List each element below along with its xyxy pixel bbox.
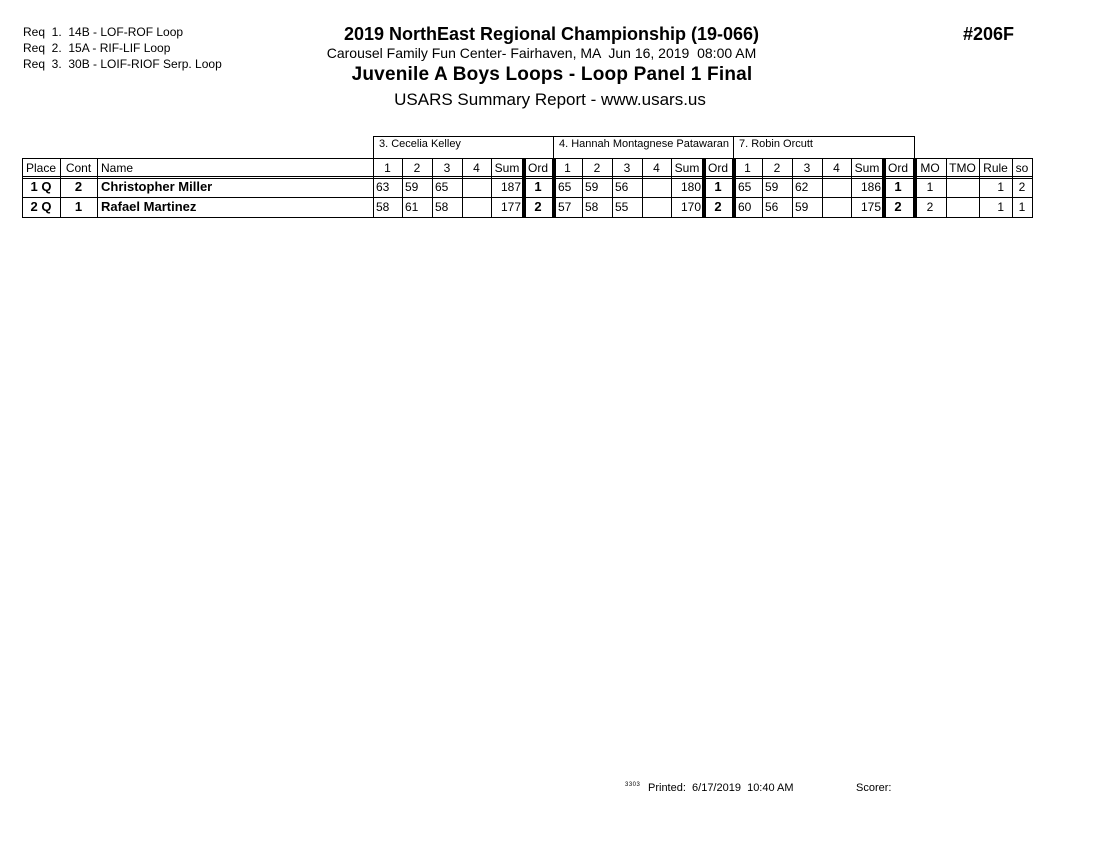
cell-judge-s1: 57 xyxy=(558,200,572,214)
cell-judge-s4 xyxy=(822,198,851,217)
requirement-3: Req 3. 30B - LOIF-RIOF Serp. Loop xyxy=(23,57,222,71)
cell-judge-s1: 60 xyxy=(738,200,752,214)
cell-so: 2 xyxy=(1018,180,1026,194)
cell-judge-ord: 1 xyxy=(714,179,722,194)
cell-mo: 1 xyxy=(926,180,934,194)
cell-judge-s2: 61 xyxy=(405,200,419,214)
judge-header: 3. Cecelia Kelley xyxy=(379,138,461,150)
cell-cont: 2 xyxy=(74,179,83,194)
cell-judge-s3: 58 xyxy=(435,200,449,214)
cell-judge-ord: 2 xyxy=(534,199,542,214)
printed-timestamp: Printed: 6/17/2019 10:40 AM xyxy=(648,782,794,794)
table-rule xyxy=(733,136,734,159)
cell-name: Christopher Miller xyxy=(101,179,213,194)
column-header-judge-s1: 1 xyxy=(744,161,751,175)
cell-judge-s3: 59 xyxy=(795,200,809,214)
column-header-judge-ord: Ord xyxy=(527,161,548,175)
cell-judge-ord: 1 xyxy=(534,179,542,194)
cell-judge-sum: 186 xyxy=(860,180,881,194)
cell-tmo xyxy=(946,198,979,217)
cell-judge-s1: 63 xyxy=(376,180,390,194)
cell-mo: 2 xyxy=(926,200,934,214)
requirement-1: Req 1. 14B - LOF-ROF Loop xyxy=(23,25,184,39)
judge-header: 7. Robin Orcutt xyxy=(739,138,813,150)
cell-judge-s3: 62 xyxy=(795,180,809,194)
cell-place: 1 Q xyxy=(30,179,52,194)
footer-code-text: 3303 xyxy=(625,782,641,788)
cell-judge-s2: 58 xyxy=(585,200,599,214)
column-header-judge-s3: 3 xyxy=(803,161,811,175)
table-rule xyxy=(1032,158,1033,218)
column-header-judge-s2: 2 xyxy=(413,161,421,175)
cell-place: 2 Q xyxy=(30,199,52,214)
column-header-so: so xyxy=(1015,161,1029,175)
event-title: Juvenile A Boys Loops - Loop Panel 1 Final xyxy=(351,64,753,85)
venue-date: Carousel Family Fun Center- Fairhaven, MA Jun 16, 2019 08:00 AM xyxy=(326,45,757,61)
cell-judge-s4 xyxy=(642,198,671,217)
requirement-2: Req 2. 15A - RIF-LIF Loop xyxy=(23,41,171,55)
column-header-judge-s3: 3 xyxy=(443,161,451,175)
cell-name: Rafael Martinez xyxy=(101,199,197,214)
column-header-judge-s1: 1 xyxy=(564,161,571,175)
column-header-judge-s1: 1 xyxy=(384,161,391,175)
cell-judge-ord: 2 xyxy=(894,199,902,214)
cell-judge-s1: 58 xyxy=(376,200,390,214)
cell-judge-s3: 55 xyxy=(615,200,629,214)
column-header-judge-sum: Sum xyxy=(494,161,520,175)
cell-judge-ord: 1 xyxy=(894,179,902,194)
column-header-judge-s4: 4 xyxy=(653,161,660,175)
cell-cont: 1 xyxy=(74,199,83,214)
competition-title: 2019 NorthEast Regional Championship (19-066) xyxy=(343,24,760,44)
table-rule xyxy=(553,136,554,159)
cell-judge-ord: 2 xyxy=(714,199,722,214)
cell-judge-s4 xyxy=(822,178,851,197)
cell-judge-sum: 177 xyxy=(500,200,521,214)
cell-judge-sum: 187 xyxy=(500,180,521,194)
table-rule xyxy=(373,136,915,137)
cell-judge-s2: 56 xyxy=(765,200,779,214)
column-header-mo: MO xyxy=(920,161,940,175)
cell-judge-s3: 56 xyxy=(615,180,629,194)
cell-judge-s2: 59 xyxy=(585,180,599,194)
column-header-judge-ord: Ord xyxy=(707,161,728,175)
column-header-cont: Cont xyxy=(65,161,92,175)
cell-judge-sum: 175 xyxy=(860,200,881,214)
column-header-judge-sum: Sum xyxy=(674,161,700,175)
event-number: #206F xyxy=(963,24,1015,44)
column-header-judge-s4: 4 xyxy=(473,161,480,175)
cell-judge-s1: 65 xyxy=(738,180,752,194)
report-subtitle: USARS Summary Report - www.usars.us xyxy=(394,90,706,109)
column-header-judge-sum: Sum xyxy=(854,161,880,175)
column-header-place: Place xyxy=(25,161,57,175)
column-header-judge-ord: Ord xyxy=(887,161,908,175)
cell-tmo xyxy=(946,178,979,197)
scorer-label: Scorer: xyxy=(856,782,892,794)
cell-judge-s4 xyxy=(642,178,671,197)
column-header-judge-s3: 3 xyxy=(623,161,631,175)
judge-header: 4. Hannah Montagnese Patawaran xyxy=(559,138,730,150)
cell-judge-sum: 170 xyxy=(680,200,701,214)
cell-judge-s2: 59 xyxy=(405,180,419,194)
cell-rule: 1 xyxy=(997,200,1004,214)
cell-judge-s4 xyxy=(462,178,491,197)
column-header-name: Name xyxy=(101,161,134,175)
cell-judge-sum: 180 xyxy=(680,180,701,194)
column-header-judge-s2: 2 xyxy=(593,161,601,175)
column-header-judge-s2: 2 xyxy=(773,161,781,175)
column-header-judge-s4: 4 xyxy=(833,161,840,175)
cell-rule: 1 xyxy=(997,180,1004,194)
column-header-rule: Rule xyxy=(983,161,1008,175)
cell-judge-s4 xyxy=(462,198,491,217)
footer-code xyxy=(625,782,640,794)
column-header-tmo: TMO xyxy=(949,161,976,175)
cell-judge-s1: 65 xyxy=(558,180,572,194)
cell-judge-s2: 59 xyxy=(765,180,779,194)
cell-so: 1 xyxy=(1018,200,1026,214)
cell-judge-s3: 65 xyxy=(435,180,449,194)
